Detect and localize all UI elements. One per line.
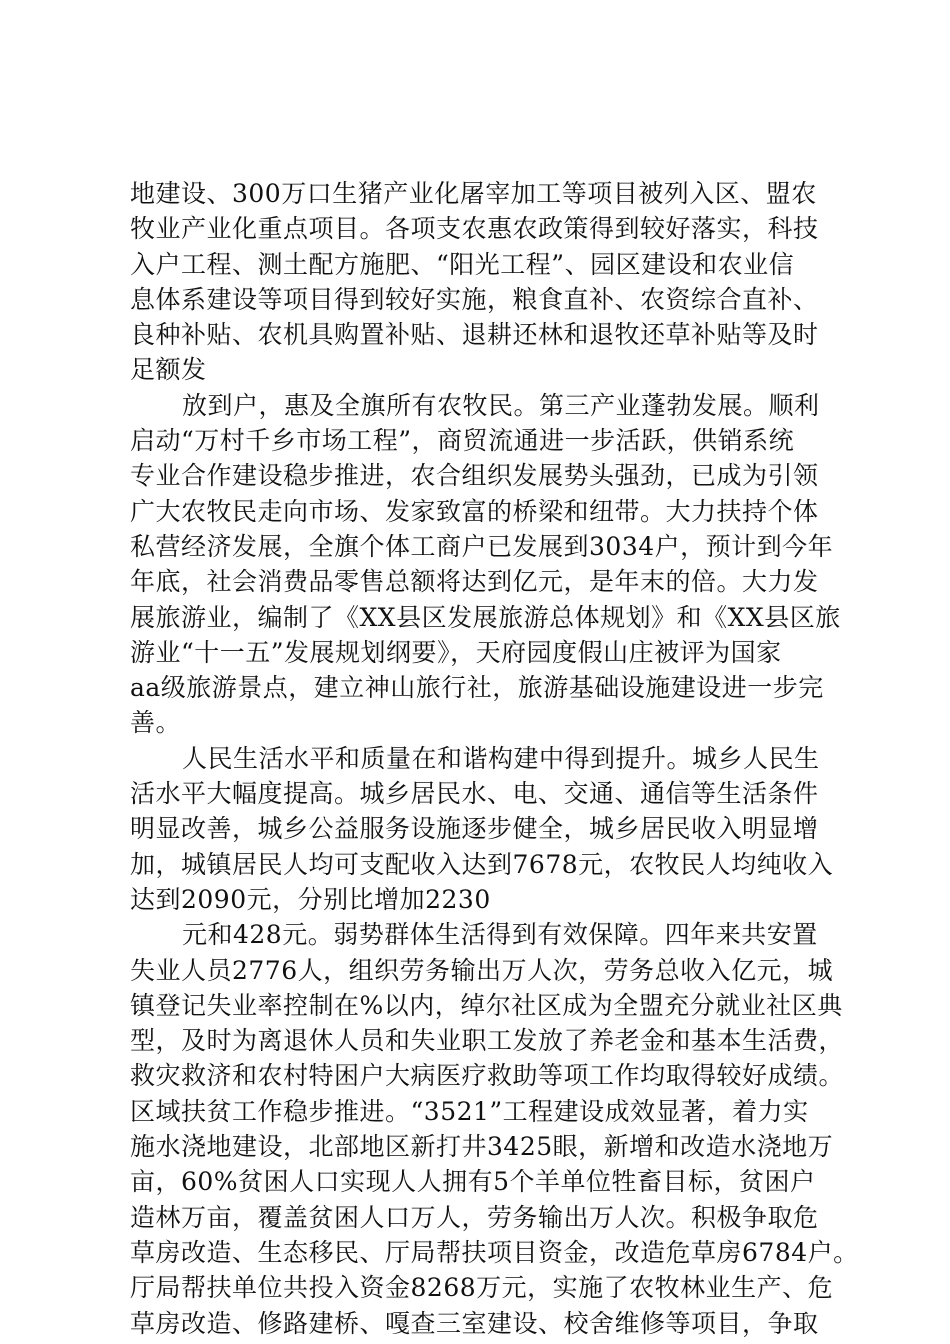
text-line: 广大农牧民走向市场、发家致富的桥梁和纽带。大力扶持个体 [130,496,819,526]
text-line: 专业合作建设稳步推进，农合组织发展势头强劲，已成为引领 [130,461,819,491]
text-line: 息体系建设等项目得到较好实施，粮食直补、农资综合直补、 [130,284,819,314]
text-line: 善。 [130,708,182,738]
text-line: 游业“十一五”发展规划纲要》，天府园度假山庄被评为国家 [130,637,782,667]
text-line: 救灾救济和农村特困户大病医疗救助等项工作均取得较好成绩。 [130,1061,845,1091]
text-line: 区域扶贫工作稳步推进。“3521”工程建设成效显著，着力实 [130,1096,809,1126]
text-line: 明显改善，城乡公益服务设施逐步健全，城乡居民收入明显增 [130,814,819,844]
text-line: 年底，社会消费品零售总额将达到亿元，是年末的倍。大力发 [130,567,819,597]
text-line: 启动“万村千乡市场工程”，商贸流通进一步活跃，供销系统 [130,426,795,456]
text-line: 入户工程、测土配方施肥、“阳光工程”、园区建设和农业信 [130,249,795,279]
text-line: aa级旅游景点，建立神山旅行社，旅游基础设施建设进一步完 [130,673,824,703]
text-line: 牧业产业化重点项目。各项支农惠农政策得到较好落实，科技 [130,214,819,244]
text-line: 元和428元。弱势群体生活得到有效保障。四年来共安置 [182,920,818,950]
text-line: 造林万亩，覆盖贫困人口万人，劳务输出万人次。积极争取危 [130,1202,819,1232]
text-line: 失业人员2776人，组织劳务输出万人次，劳务总收入亿元，城 [130,955,834,985]
text-line: 草房改造、生态移民、厅局帮扶项目资金，改造危草房6784户。 [130,1237,859,1267]
text-line: 放到户，惠及全旗所有农牧民。第三产业蓬勃发展。顺利 [182,390,820,420]
text-line: 展旅游业，编制了《XX县区发展旅游总体规划》和《XX县区旅 [130,602,841,632]
text-line: 达到2090元，分别比增加2230 [130,884,491,914]
text-line: 活水平大幅度提高。城乡居民水、电、交通、通信等生活条件 [130,779,819,809]
text-line: 亩，60%贫困人口实现人人拥有5个羊单位牲畜目标，贫困户 [130,1167,816,1197]
text-line: 地建设、300万口生猪产业化屠宰加工等项目被列入区、盟农 [130,179,817,208]
text-line: 型，及时为离退休人员和失业职工发放了养老金和基本生活费， [130,1026,845,1056]
text-line: 厅局帮扶单位共投入资金8268万元，实施了农牧林业生产、危 [130,1273,834,1303]
text-line: 加，城镇居民人均可支配收入达到7678元，农牧民人均纯收入 [130,849,834,879]
text-line: 镇登记失业率控制在%以内，绰尔社区成为全盟充分就业社区典 [130,990,843,1020]
text-line: 私营经济发展，全旗个体工商户已发展到3034户，预计到今年 [130,531,834,561]
text-line: 足额发 [130,355,207,385]
text-line: 人民生活水平和质量在和谐构建中得到提升。城乡人民生 [182,743,820,773]
text-line: 草房改造、修路建桥、嘎查三室建设、校舍维修等项目，争取 [130,1308,819,1338]
text-line: 良种补贴、农机具购置补贴、退耕还林和退牧还草补贴等及时 [130,320,819,350]
text-line: 施水浇地建设，北部地区新打井3425眼，新增和改造水浇地万 [130,1132,834,1162]
body-text [130,176,859,1341]
